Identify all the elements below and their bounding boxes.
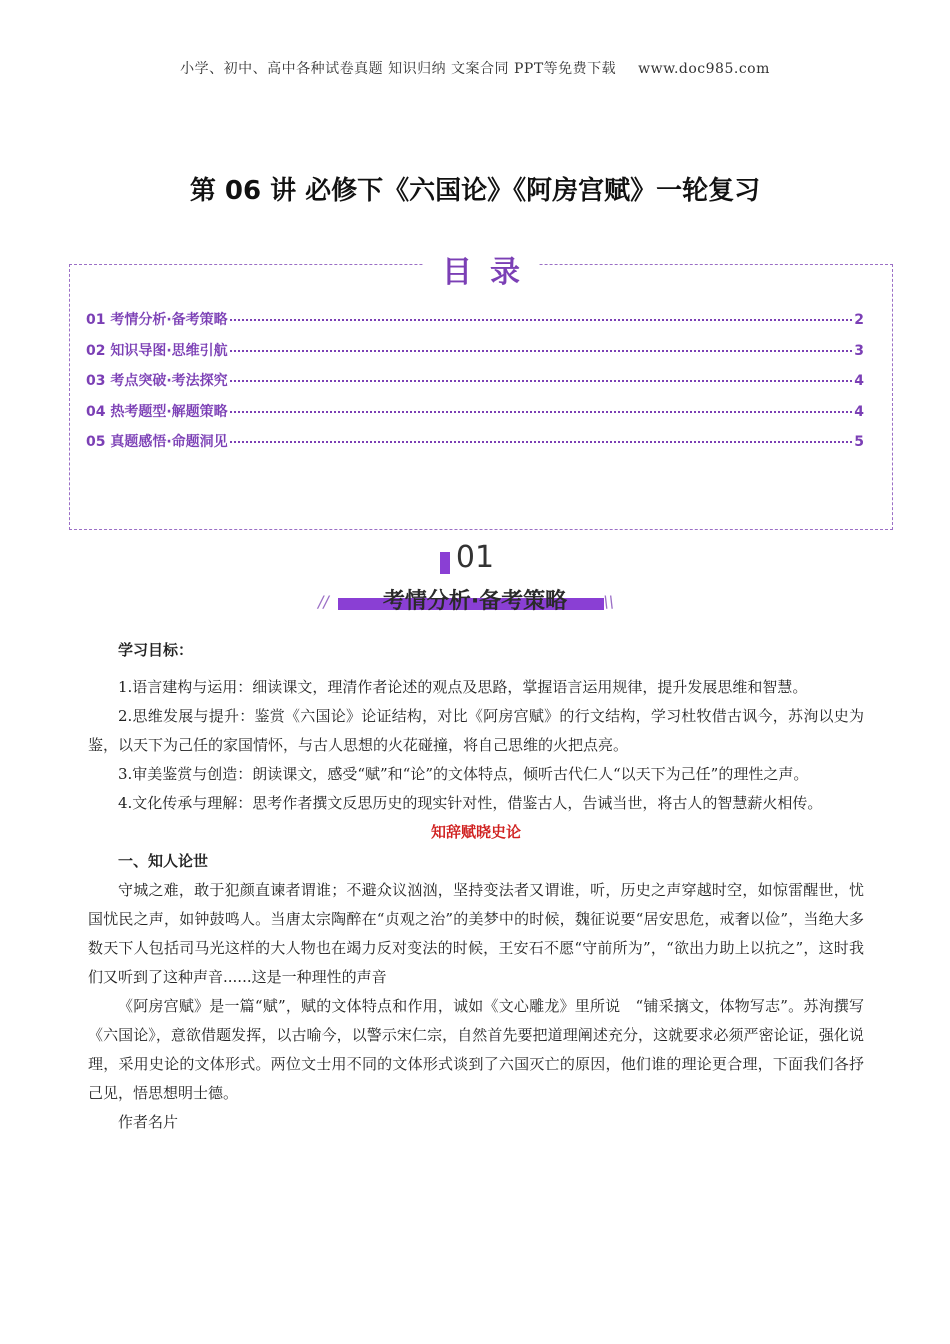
paragraph-1: 守城之难，敢于犯颜直谏者谓谁；不避众议汹汹，坚持变法者又谓谁，听，历史之声穿越时空，如惊雷醒世，忧国忧民之声，如钟鼓鸣人。当唐太宗陶醉在“贞观之治”的美梦中的时候，魏征说要“居安思危，戒奢以俭”，当绝大多数天下人包括司马光这样的大人物也在竭力反对变法的时候，王安石不愿“守前所为”，“欲出力助上以抗之”，这时我们又听到了这种声音......这是一种理性的声音 xyxy=(88,881,864,986)
section-title: 考情分析·备考策略 xyxy=(382,589,568,614)
goal-item-2: 2.思维发展与提升：鉴赏《六国论》论证结构，对比《阿房宫赋》的行文结构，学习杜牧借古讽今，苏洵以史为鉴，以天下为己任的家国情怀，与古人思想的火花碰撞，将自己思维的火把点亮。 xyxy=(88,707,864,754)
toc-item-page: 5 xyxy=(854,434,864,450)
toc-item-5[interactable] xyxy=(86,431,864,462)
goal-item-1: 1.语言建构与运用：细读课文，理清作者论述的观点及思路，掌握语言运用规律，提升发展思维和智慧。 xyxy=(118,678,808,696)
page-header xyxy=(0,58,950,78)
paragraph-3: 作者名片 xyxy=(118,1113,179,1131)
page-title: 第 06 讲 必修下《六国论》《阿房宫赋》一轮复习 xyxy=(189,176,761,206)
toc-item-1[interactable] xyxy=(86,309,864,340)
section-right-mark: \\ xyxy=(603,592,614,611)
toc-item-page: 4 xyxy=(854,373,864,389)
toc-item-3[interactable] xyxy=(86,370,864,401)
section-number: 01 xyxy=(455,540,495,575)
paragraph-2: 《阿房宫赋》是一篇“赋”，赋的文体特点和作用，诚如《文心雕龙》里所说 “铺采摛文，体物写志”。苏洵撰写《六国论》，意欲借题发挥，以古喻今，以警示宋仁宗，自然首先要把道理阐述充分，这就要求必须严密论证，强化说理，采用史论的文体形式。两位文士用不同的文体形式谈到了六国灭亡的原因，他们谁的理论更合理，下面我们各抒己见，悟思想明士德。 xyxy=(88,997,864,1102)
toc-leader-dots xyxy=(230,411,853,413)
goals-label: 学习目标： xyxy=(118,641,194,659)
header-site-link[interactable]: www.doc985.com xyxy=(638,61,770,77)
goal-item-3: 3.审美鉴赏与创造：朗读课文，感受“赋”和“论”的文体特点，倾听古代仁人“以天下为己任”的理性之声。 xyxy=(118,765,809,783)
red-heading: 知辞赋晓史论 xyxy=(430,823,521,841)
toc-item-label: 02 知识导图·思维引航 xyxy=(86,342,228,359)
toc-list xyxy=(86,309,864,462)
goal-item-4: 4.文化传承与理解：思考作者撰文反思历史的现实针对性，借鉴古人，告诫当世，将古人的智慧薪火相传。 xyxy=(118,794,823,812)
main-content xyxy=(88,636,864,1137)
toc-item-page: 2 xyxy=(854,312,864,328)
toc-item-label: 03 考点突破·考法探究 xyxy=(86,373,228,389)
section-badge xyxy=(300,540,650,620)
toc-item-page: 3 xyxy=(854,342,864,359)
toc-item-2[interactable] xyxy=(86,340,864,371)
toc-item-4[interactable] xyxy=(86,401,864,432)
toc-item-page: 4 xyxy=(854,403,864,420)
table-of-contents xyxy=(69,255,893,530)
toc-item-label: 01 考情分析·备考策略 xyxy=(86,312,228,328)
section-left-mark: // xyxy=(318,592,329,611)
toc-item-label: 04 热考题型·解题策略 xyxy=(86,403,228,420)
toc-heading: 目录 xyxy=(70,247,892,291)
toc-leader-dots xyxy=(230,380,853,382)
header-text: 小学、初中、高中各种试卷真题 知识归纳 文案合同 PPT等免费下载 xyxy=(180,61,617,77)
toc-item-label: 05 真题感悟·命题洞见 xyxy=(86,434,228,450)
toc-leader-dots xyxy=(230,441,853,443)
subsection-heading: 一、知人论世 xyxy=(118,852,209,870)
toc-leader-dots xyxy=(230,350,853,352)
toc-leader-dots xyxy=(230,319,853,321)
